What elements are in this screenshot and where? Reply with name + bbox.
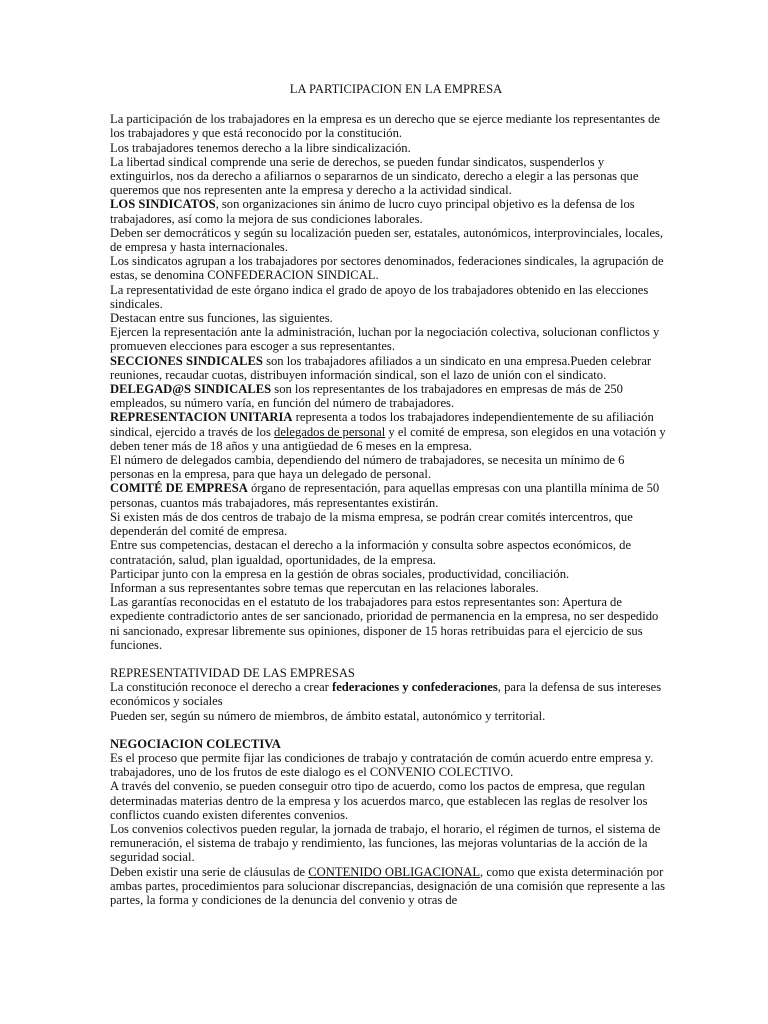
- paragraph: La libertad sindical comprende una serie de derechos, se pueden fundar sindicatos, suspenderlos y extinguirlos, nos da derecho a afiliarnos o separarnos de un sindicato, derecho a elegir a las personas que queremos que nos representen ante la empresa y derecho a la actividad sindical.: [110, 154, 639, 198]
- spacer: [110, 723, 668, 737]
- paragraph: Ejercen la representación ante la administración, luchan por la negociación colectiva, solucionan conflictos y promueven elecciones para escoger a sus representantes.: [110, 325, 660, 354]
- paragraph: Pueden ser, según su número de miembros, de ámbito estatal, autonómico y territorial.: [110, 708, 546, 723]
- paragraph: Es el proceso que permite fijar las condiciones de trabajo y contratación de común acuerdo entre empresa y. trabajadores, uno de los frutos de este dialogo es el CONVENIO COLECTIVO.: [110, 750, 654, 780]
- paragraph-delegados: DELEGAD@S SINDICALES son los representantes de los trabajadores en empresas de más de 250 empleados, su número varía, en función del número de trabajadores.: [110, 382, 623, 411]
- document-title: LA PARTICIPACION EN LA EMPRESA: [289, 82, 503, 96]
- term-comite: COMITÉ DE EMPRESA: [110, 481, 248, 496]
- paragraph: Entre sus competencias, destacan el derecho a la información y consulta sobre aspectos económicos, de contratación, salud, plan igualdad, oportunidades, de la empresa.: [110, 538, 632, 567]
- paragraph: Informan a sus representantes sobre temas que repercutan en las relaciones laborales.: [110, 580, 539, 595]
- paragraph: Deben ser democráticos y según su localización pueden ser, estatales, autonómicos, interprovinciales, locales, de empresa y hasta internacionales.: [110, 225, 664, 255]
- spacer: [110, 652, 668, 666]
- term-delegados: DELEGAD@S SINDICALES: [110, 382, 272, 397]
- paragraph: Los trabajadores tenemos derecho a la libre sindicalización.: [110, 140, 411, 155]
- term-sindicatos: LOS SINDICATOS: [110, 197, 216, 212]
- paragraph: Los sindicatos agrupan a los trabajadores por sectores denominados, federaciones sindicales, la agrupación de estas, se denomina CONFEDERACION SINDICAL.: [110, 254, 664, 283]
- term-unitaria: REPRESENTACION UNITARIA: [110, 410, 293, 425]
- paragraph: Los convenios colectivos pueden regular, la jornada de trabajo, el horario, el régimen de turnos, el sistema de remuneración, el sistema de trabajo y rendimiento, las funciones, las mejoras voluntarias de la acción de la seguridad social.: [110, 821, 661, 865]
- paragraph-clausulas: Deben existir una serie de cláusulas de CONTENIDO OBLIGACIONAL, como que exista determinación por ambas partes, procedimientos para solucionar discrepancias, designación de una comisión que represente a las partes, la forma y condiciones de la denuncia del convenio y otras de: [110, 864, 665, 907]
- section-heading-negociacion: NEGOCIACION COLECTIVA: [110, 736, 281, 751]
- paragraph: Participar junto con la empresa en la gestión de obras sociales, productividad, conciliación.: [110, 566, 570, 581]
- section-heading-representatividad: REPRESENTATIVIDAD DE LAS EMPRESAS: [110, 665, 355, 680]
- paragraph: La participación de los trabajadores en la empresa es un derecho que se ejerce mediante los representantes de los trabajadores y que está reconocido por la constitución.: [110, 112, 661, 141]
- paragraph-unitaria: REPRESENTACION UNITARIA representa a todos los trabajadores independientemente de su afiliación sindical, ejercido a través de los delegados de personal y el comité de empresa, son elegidos en una votación y deben tener más de 18 años y una antigüedad de 6 meses en la empresa.: [110, 410, 666, 453]
- paragraph: El número de delegados cambia, dependiendo del número de trabajadores, se necesita un mínimo de 6 personas en la empresa, para que haya un delegado de personal.: [110, 453, 625, 482]
- paragraph: A través del convenio, se pueden conseguir otro tipo de acuerdo, como los pactos de empresa, que regulan determinadas materias dentro de la empresa y los acuerdos marco, que establecen las reglas de resolver los conflictos cuando existen diferentes convenios.: [110, 779, 648, 822]
- link-delegados-personal[interactable]: delegados de personal: [274, 424, 386, 439]
- paragraph-representatividad: La constitución reconoce el derecho a crear federaciones y confederaciones, para la defensa de sus intereses económicos y sociales: [110, 680, 662, 709]
- paragraph: La representatividad de este órgano indica el grado de apoyo de los trabajadores obtenido en las elecciones sindicales.: [110, 282, 649, 311]
- paragraph: Las garantías reconocidas en el estatuto de los trabajadores para estos representantes son: Apertura de expediente contradictorio antes de ser sancionado, prioridad de permanencia en la empresa, no ser despedido ni sancionado, expresar libremente sus opiniones, disponer de 15 horas retribuidas para el ejercicio de sus funciones.: [110, 595, 659, 652]
- paragraph-sindicatos: LOS SINDICATOS, son organizaciones sin ánimo de lucro cuyo principal objetivo es la defensa de los trabajadores, así como la mejora de sus condiciones laborales.: [110, 197, 635, 226]
- paragraph: Si existen más de dos centros de trabajo de la misma empresa, se podrán crear comités intercentros, que dependerán del comité de empresa.: [110, 509, 633, 539]
- paragraph-comite: COMITÉ DE EMPRESA órgano de representación, para aquellas empresas con una plantilla mínima de 50 personas, cuantos más trabajadores, más representantes existirán.: [110, 481, 660, 510]
- paragraph: Destacan entre sus funciones, las siguientes.: [110, 311, 333, 326]
- term-secciones: SECCIONES SINDICALES: [110, 353, 263, 368]
- paragraph-secciones: SECCIONES SINDICALES son los trabajadores afiliados a un sindicato en una empresa.Pueden celebrar reuniones, recaudar cuotas, distribuyen información sindical, son el lazo de unión con el sindicato.: [110, 353, 652, 382]
- link-contenido-obligacional[interactable]: CONTENIDO OBLIGACIONAL: [308, 864, 481, 879]
